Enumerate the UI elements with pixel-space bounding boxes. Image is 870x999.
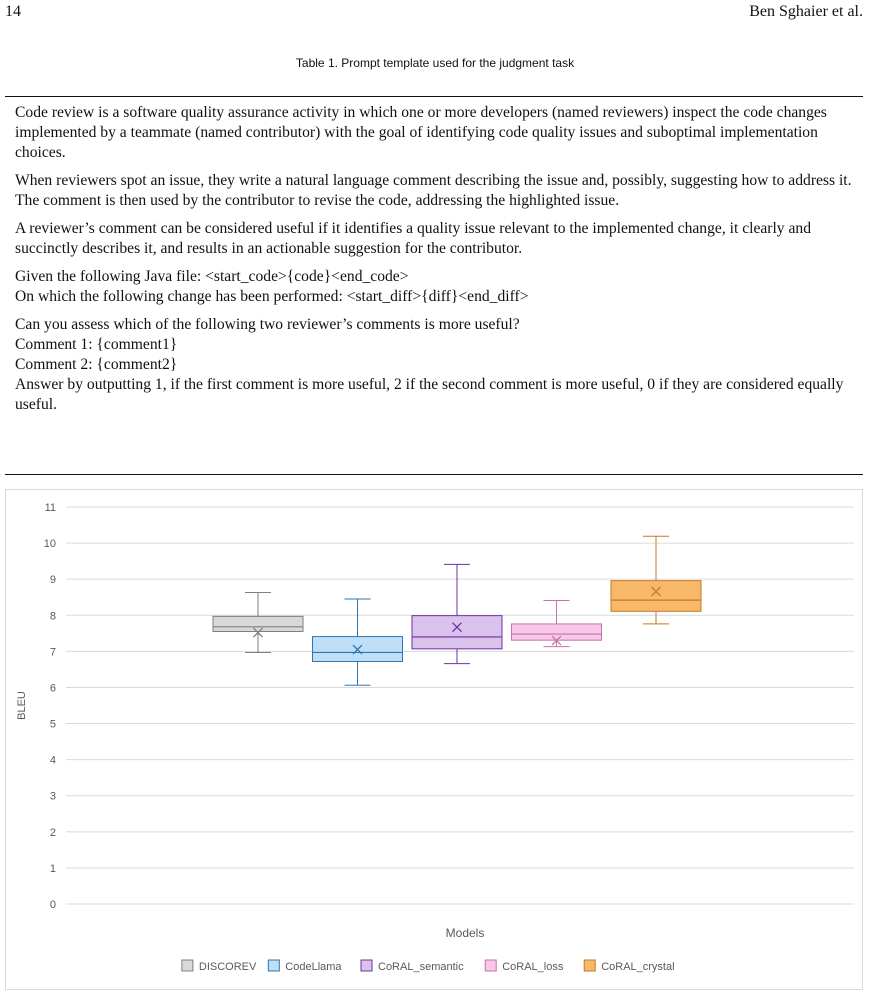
box-coral-loss xyxy=(512,600,602,646)
box-iqr xyxy=(611,581,701,612)
legend-item xyxy=(584,960,674,973)
box-coral-crystal xyxy=(611,536,701,624)
y-tick-label: 8 xyxy=(49,610,56,623)
legend-item xyxy=(361,960,464,973)
legend-swatch xyxy=(268,960,279,971)
y-axis-label: BLEU xyxy=(16,691,28,720)
prompt-question-block xyxy=(15,315,860,415)
y-tick-label: 9 xyxy=(49,574,56,587)
page-header xyxy=(0,0,870,30)
chart-svg xyxy=(6,490,862,989)
legend-label: CoRAL_loss xyxy=(502,961,564,973)
legend-item xyxy=(485,960,564,973)
prompt-given-file: Given the following Java file: <start_code>{code}<end_code> xyxy=(15,268,409,285)
y-tick-label: 5 xyxy=(49,718,56,731)
y-tick-label: 11 xyxy=(44,502,56,514)
legend-swatch xyxy=(361,960,372,971)
y-tick-label: 3 xyxy=(49,790,56,803)
legend-swatch xyxy=(584,960,595,971)
legend-swatch xyxy=(485,960,496,971)
table-bottom-rule xyxy=(5,474,863,475)
bleu-boxplot-chart xyxy=(5,489,863,990)
box-iqr xyxy=(412,616,502,649)
prompt-template xyxy=(15,103,860,423)
y-tick-labels xyxy=(44,502,56,911)
prompt-paragraph-useful: A reviewer’s comment can be considered useful if it identifies a quality issue relevant to the implemented change, it clearly and succinctly describes it, and results in an actionable suggestion for the contributor. xyxy=(15,220,812,257)
legend-label: CodeLlama xyxy=(285,961,342,973)
y-tick-label: 6 xyxy=(49,682,56,695)
legend-swatch xyxy=(182,960,193,971)
legend-label: CoRAL_crystal xyxy=(601,961,675,973)
x-axis-label: Models xyxy=(445,926,485,940)
page-number: 14 xyxy=(5,3,21,20)
box-iqr xyxy=(512,624,602,640)
y-tick-label: 1 xyxy=(49,862,56,875)
legend-item xyxy=(182,960,257,973)
legend-label: CoRAL_semantic xyxy=(378,961,464,973)
box-iqr xyxy=(213,616,303,631)
y-tick-label: 4 xyxy=(49,754,56,767)
box-codellama xyxy=(313,599,403,685)
legend-label: DISCOREV xyxy=(198,961,257,973)
prompt-answer: Answer by outputting 1, if the first comment is more useful, 2 if the second comment is more useful, 0 if they are considered equally useful. xyxy=(15,376,844,413)
table-top-rule xyxy=(5,96,863,97)
box-series xyxy=(213,536,701,685)
chart-gridlines xyxy=(66,507,854,904)
chart-legend xyxy=(182,960,675,973)
prompt-paragraph-intro: Code review is a software quality assurance activity in which one or more developers (named reviewers) inspect the code changes implemented by a teammate (named contributor) with the goal of identifying code quality issues and suboptimal implementation choices. xyxy=(15,104,827,161)
y-tick-label: 0 xyxy=(49,899,56,911)
prompt-question: Can you assess which of the following two reviewer’s comments is more useful? xyxy=(15,316,520,333)
table-caption: Table 1. Prompt template used for the judgment task xyxy=(295,56,575,70)
box-discorev xyxy=(213,593,303,653)
prompt-paragraph-comment: When reviewers spot an issue, they write a natural language comment describing the issue and, possibly, suggesting how to address it. The comment is then used by the contributor to revise the code, addressing the highlighted issue. xyxy=(15,172,852,209)
legend-item xyxy=(268,960,342,973)
y-tick-label: 10 xyxy=(43,538,56,551)
prompt-given-block xyxy=(15,267,860,307)
y-tick-label: 2 xyxy=(49,826,56,839)
prompt-comment1: Comment 1: {comment1} xyxy=(15,336,178,353)
running-authors: Ben Sghaier et al. xyxy=(749,3,863,20)
prompt-given-change: On which the following change has been performed: <start_diff>{diff}<end_diff> xyxy=(15,288,529,305)
y-tick-label: 7 xyxy=(49,646,56,659)
prompt-comment2: Comment 2: {comment2} xyxy=(15,356,178,373)
